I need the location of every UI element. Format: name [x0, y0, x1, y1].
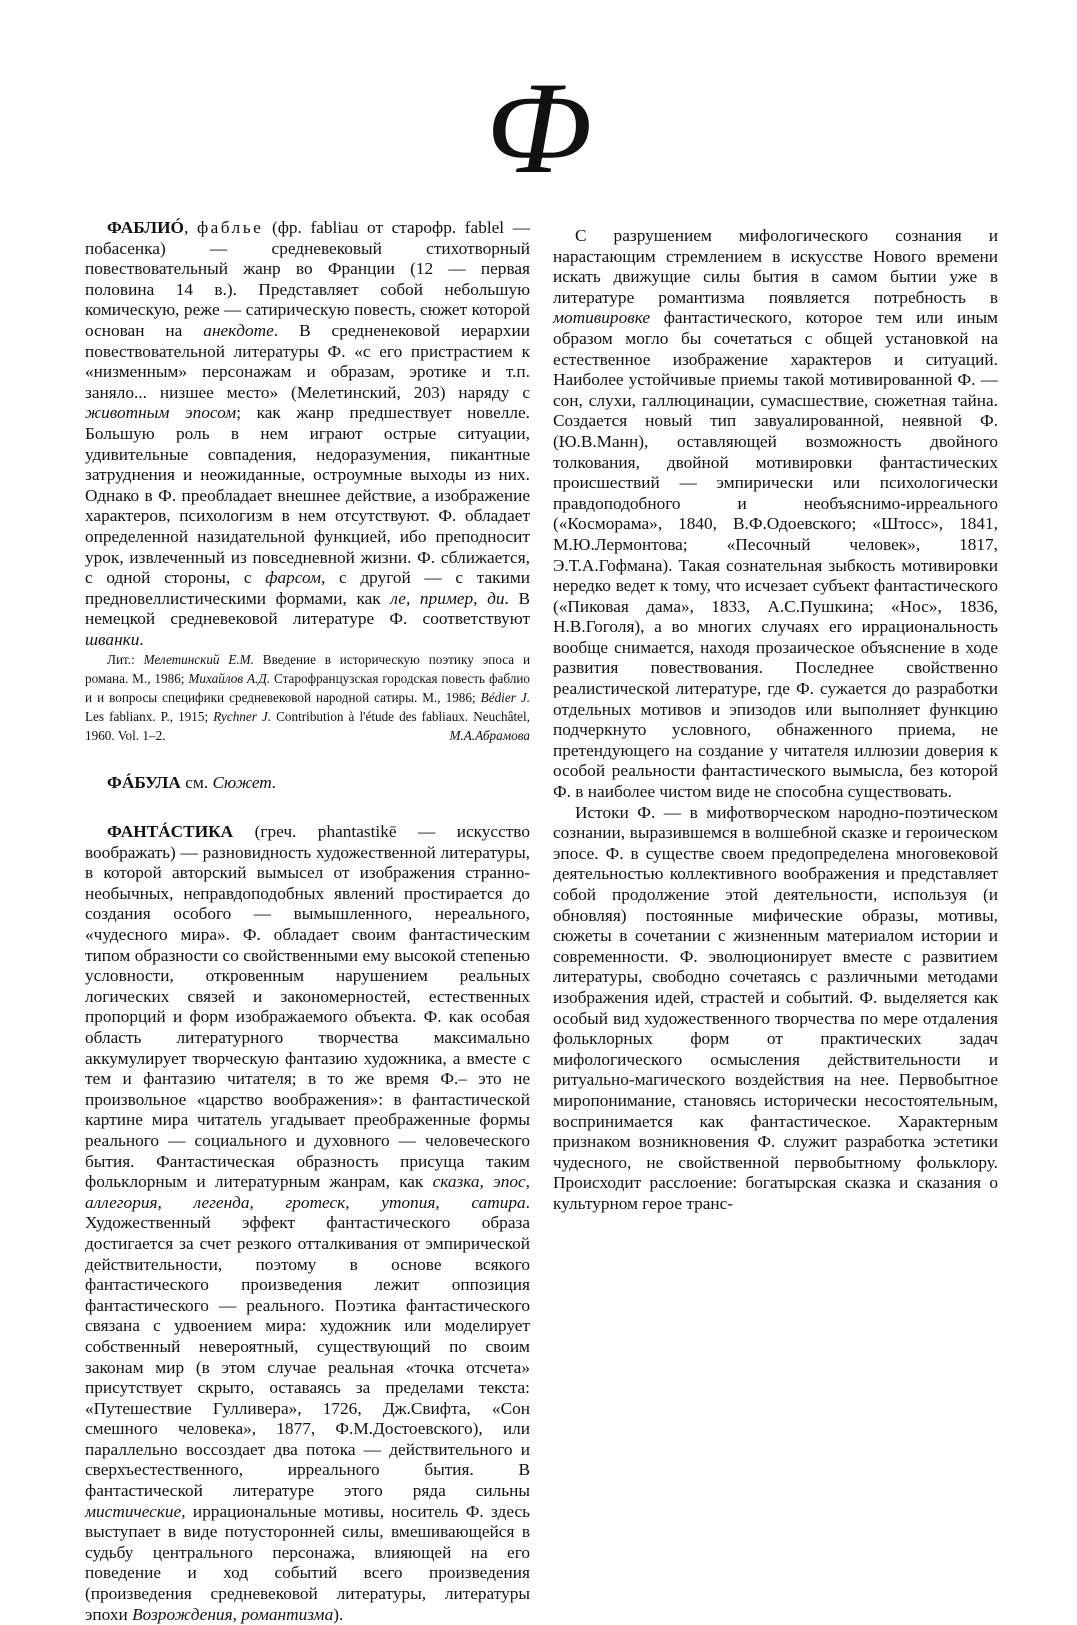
cross-ref[interactable]: сказка, эпос, аллегория, легенда, гротеск, утопия, сатира — [85, 1172, 530, 1212]
lit-text: Les fablianx. P., 1915; — [85, 709, 214, 725]
section-letter: Ф — [485, 54, 592, 201]
left-column — [85, 218, 530, 1625]
entry-fabula — [85, 773, 530, 794]
cross-ref[interactable]: анекдоте — [203, 320, 274, 340]
cross-ref[interactable]: животным эпосом — [85, 403, 237, 423]
text-run: , иррациональные мотивы, носитель Ф. здесь выступает в виде потусторонней силы, вмешивающейся в судьбу центрального персонажа, влияющей на его поведение и ход событий всего произведения (произведения средневековой литературы, литературы эпохи — [85, 1501, 530, 1624]
paragraph-fantastika-3: Истоки Ф. — в мифотворческом народно-поэтическом сознании, выразившемся в волшебной сказке и героическом эпосе. Ф. в существе своем предопределена многовековой деятельностью коллективного воображения и представляет собой продолжение этой деятельности, используя (и обновляя) постоянные мифические образы, мотивы, сюжеты в сочетании с жизненным материалом истории и современности. Ф. эволюционирует вместе с развитием литературы, свободно сочетаясь с различными методами изображения идей, страстей и событий. Ф. выделяется как особый вид художественного творчества по мере отдаления фольклорных форм от практических задач мифологического осмысления действительности и ритуально-магического воздействия на нее. Первобытное миропонимание, становясь исторически несостоятельным, воспринимается как фантастическое. Характерным признаком возникновения Ф. служит разработка эстетики чудесного, не свойственной первобытному фольклору. Происходит расслоение: богатырская сказка и сказания о культурном герое транс- — [553, 802, 998, 1213]
lit-label: Лит.: — [107, 652, 135, 668]
lit-text: Введение в историческую поэтику эпоса и романа. М., 1986; — [85, 652, 530, 687]
cross-ref[interactable]: шванки — [85, 629, 140, 649]
entry-fablio: ФАБЛИÓ, фаблье (фр. fabliau от старофр. fablel — побасенка) — средневековый стихотворный повествовательный жанр во Франции (12 — первая половина 14 в.). Представляет собой небольшую комическую, реже — сатирическую повесть, сюжет которой основан на анекдоте. В средненековой иерархии повествовательной литературы Ф. «с его пристрастием к «низменным» персонажам и образам, эротике и т.п. заняло... низшее место» (Мелетинский, 203) наряду с животным эпосом; как жанр предшествует новелле. Большую роль в нем играют острые ситуации, удивительные совпадения, недоразумения, пикантные затруднения и неожиданные, остроумные выходы из них. Однако в Ф. преобладает внешнее действие, а изображение характеров, психологизм в нем отсутствуют. Ф. обладает определенной назидательной функцией, ибо преподносит урок, извлеченный из повседневной жизни. Ф. сближается, с одной стороны, с фарсом, с другой — с такими предновеллистическими формами, как ле, пример, ди. В немецкой средневековой литературе Ф. соответствуют шванки. — [85, 218, 531, 649]
lit-text: Contribution à l'étude des fabliaux. Neuchâtel, 1960. Vol. 1–2. — [85, 709, 530, 744]
cross-ref[interactable]: ле, пример, ди — [390, 588, 505, 608]
cross-ref[interactable]: Сюжет. — [212, 773, 277, 793]
text-run: ). — [333, 1604, 344, 1624]
text-run: ; как жанр предшествует новелле. Большую роль в нем играют острые ситуации, удивительные совпадения, недоразумения, пикантные затруднения и неожиданные, остроумные выходы из них. Однако в Ф. преобладает внешнее действие, а изображение характеров, психологизм в нем отсутствуют. Ф. обладает определенной назидательной функцией, ибо преподносит урок, извлеченный из повседневной жизни. Ф. сближается, с одной стороны, с — [85, 403, 530, 588]
entry-fantastika — [85, 822, 530, 1625]
lit-author-name: Мелетинский Е.М. — [143, 652, 254, 668]
text-run: фантастического, которое тем или иным образом могло бы сочетаться с общей установкой на естественное изображение характеров и ситуаций. Наиболее устойчивые приемы такой мотивированной Ф. — сон, слухи, галлюцинации, сумасшествие, сюжетная тайна. Создается новый тип завуалированной, неявной Ф. (Ю.В.Манн), оставляющей возможность двойного толкования, двойной мотивировки фантастических происшествий — эмпирически или психологически правдоподобного и необъяснимо-ирреального («Косморама», 1840, В.Ф.Одоевского; «Штосс», 1841, М.Ю.Лермонтова; «Песочный человек», 1817, Э.Т.А.Гофмана). Такая сознательная зыбкость мотивировки нередко ведет к тому, что исчезает субъект фантастического («Пиковая дама», 1833, А.С.Пушкина; «Нос», 1836, Н.В.Гоголя), а во многих случаях его иррациональность вообще снимается, находя прозаическое объяснение в ходе развития повествования. Последнее свойственно реалистической литературе, где Ф. сужается до разработки отдельных мотивов и эпизодов или выполняет функцию подчеркнуто условного, обнаженного приема, не претендующего на создание у читателя иллюзии доверия к особой реальности фантастического вымысла, без которой Ф. в наиболее чистом виде не способна существовать. — [553, 308, 998, 802]
spaced-form: фаблье — [196, 218, 264, 237]
lit-text: Старофранцузская городская повесть фаблио и и вопросы специфики средневековой народной сатиры. М., 1986; — [85, 671, 530, 706]
lit-author-name: Михайлов А.Д. — [188, 671, 271, 687]
lit-author-name: Rychner J. — [213, 709, 272, 725]
cross-ref[interactable]: мистические — [85, 1501, 182, 1521]
text-run: , с другой — с такими предновеллистическими формами, как — [85, 568, 530, 608]
text-run: С разрушением мифологического сознания и нарастающим стремлением в искусстве Нового времени искать движущие силы бытия в самом бытии уже в литературе романтизма появляется потребность в — [553, 226, 998, 307]
headword-fantastika: ФАНТÁСТИКА — [107, 822, 234, 842]
cross-ref[interactable]: фарсом — [265, 568, 322, 588]
text-run: . В немецкой средневековой литературе Ф. соответствуют — [85, 588, 531, 629]
cross-ref[interactable]: Возрождения, романтизма — [132, 1604, 334, 1624]
text-run: (греч. phantastikē — искусство воображать) — разновидность художественной литературы, в которой авторский вымысел от изображения странно-необычных, неправдоподобных явлений простирается до создания особого — вымышленного, нереального, «чудесного мира». Ф. обладает своим фантастическим типом образности со свойственными ему высокой степенью условности, откровенным нарушением реальных логических связей и закономерностей, естественных пропорций и форм изображаемого объекта. Ф. как особая область литературного творчества максимально аккумулирует творческую фантазию художника, а вместе с тем и фантазию читателя; в то же время Ф.– это не произвольное «царство воображения»: в фантастической картине мира читатель угадывает преображенные формы реального — социального и духовного — человеческого бытия. Фантастическая образность присуща таким фольклорным и литературным жанрам, как — [85, 822, 530, 1192]
text-run: . В средненековой иерархии повествовательной литературы Ф. «с его пристрастием к «низменным» персонажам и образам, эротике и т.п. заняло... низшее место» (Мелетинский, 203) наряду с — [85, 320, 530, 402]
paragraph-fantastika-2 — [553, 226, 998, 803]
see-label: см. — [180, 773, 213, 793]
cross-ref[interactable]: мотивировке — [553, 308, 651, 328]
literature-fablio — [85, 650, 530, 745]
article-author: М.А.Абрамова — [449, 728, 530, 744]
right-column — [553, 218, 998, 1215]
headword-fabula: ФÁБУЛА — [107, 773, 181, 793]
headword-fablio: ФАБЛИÓ — [107, 218, 184, 237]
text-run: . Художественный эффект фантастического образа достигается за счет резкого отталкивания от эмпирической действительности, поэтому в основе всякого фантастического произведения лежит оппозиция фантастического — реального. Поэтика фантастического связана с удвоением мира: художник или моделирует собственный невероятный, существующий по своим законам мир (в этом случае реальная «точка отсчета» присутствует скрыто, оставаясь за пределами текста: «Путешествие Гулливера», 1726, Дж.Свифта, «Сон смешного человека», 1877, Ф.М.Достоевского), или параллельно воссоздает два потока — действительного и сверхъестественного, ирреального бытия. В фантастической литературе этого ряда сильны — [85, 1192, 530, 1501]
text-run: (фр. fabliau от старофр. fablel — побасенка) — средневековый стихотворный повествовательный жанр во Франции (12 — первая половина 14 в.). Представляет собой небольшую комическую, реже — сатирическую повесть, сюжет которой основан на — [85, 218, 530, 340]
lit-author-name: Bédier J. — [480, 690, 530, 706]
text-run: . — [139, 629, 144, 649]
